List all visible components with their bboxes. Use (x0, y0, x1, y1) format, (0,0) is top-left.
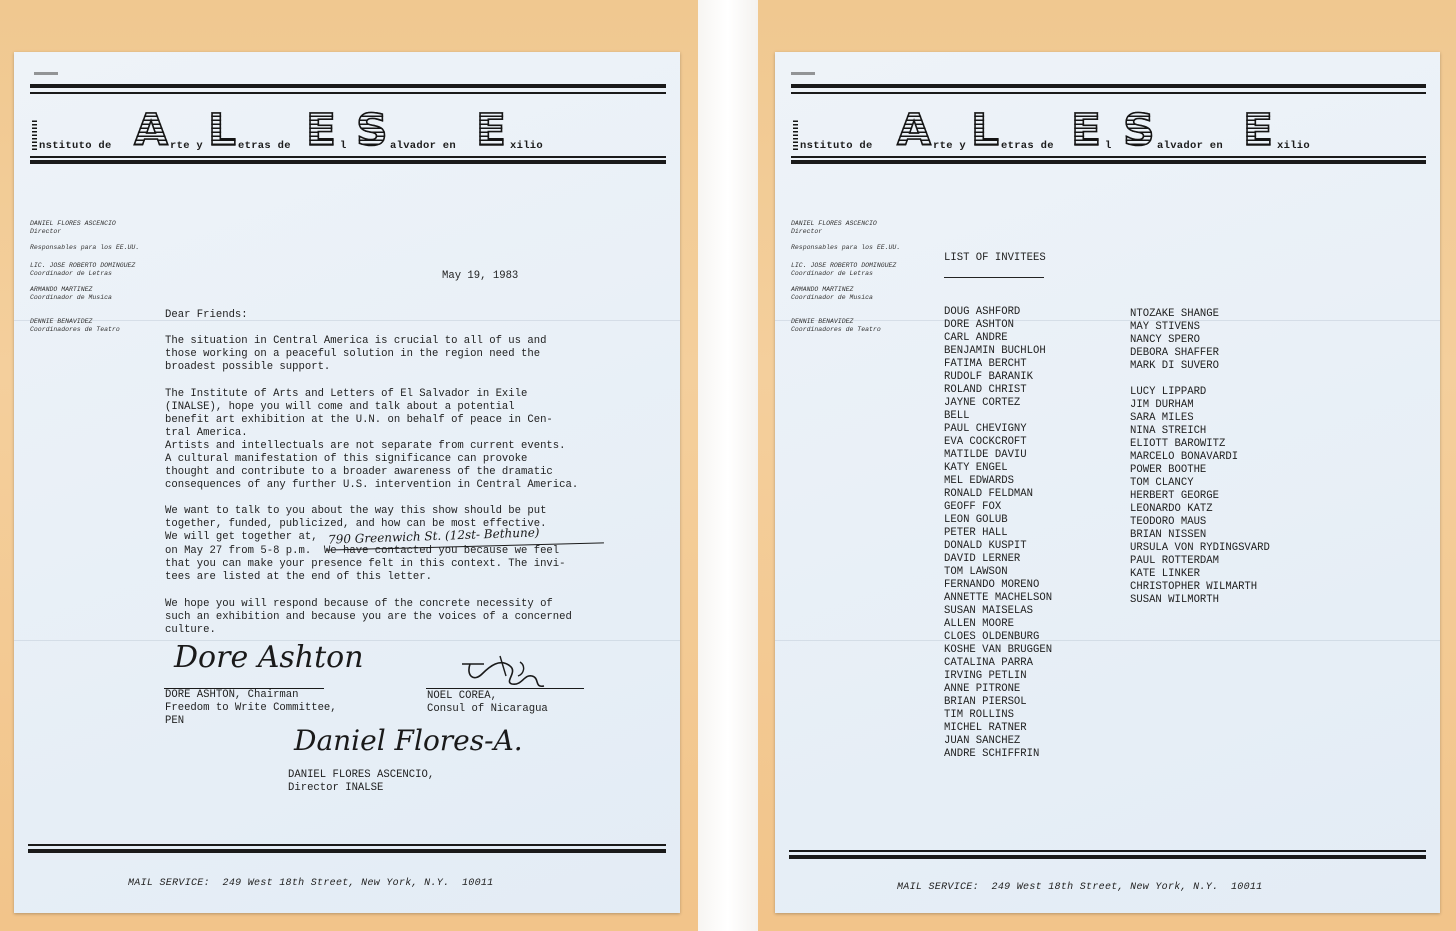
invitee-name: LEONARDO KATZ (1130, 503, 1213, 515)
staff-name: LIC. JOSE ROBERTO DOMINGUEZ (30, 262, 136, 269)
invitee-page (775, 52, 1440, 913)
signer-title: PEN (165, 715, 185, 727)
signature-noel-corea (460, 652, 580, 692)
corner-mark (791, 72, 815, 75)
letterhead-word: nstituto de (39, 140, 112, 152)
letterhead-rule (791, 160, 1426, 164)
invitee-name: MARCELO BONAVARDI (1130, 451, 1239, 463)
letter-page (14, 52, 680, 913)
invitee-name: DORE ASHTON (944, 319, 1014, 331)
invitee-name: NINA STREICH (1130, 425, 1207, 437)
invitee-name: TEODORO MAUS (1130, 516, 1207, 528)
letterhead-word: l (340, 140, 347, 152)
footer-rules (28, 844, 666, 856)
invitee-name: KATY ENGEL (944, 462, 1008, 474)
letterhead-rule (791, 92, 1426, 94)
invitee-name: PAUL CHEVIGNY (944, 423, 1027, 435)
letterhead (30, 84, 666, 164)
letterhead-word: etras de (1001, 140, 1054, 152)
letterhead-rule (30, 156, 666, 158)
invitee-name: EVA COCKCROFT (944, 436, 1027, 448)
letter-paragraph: We hope you will respond because of the concrete necessity of such an exhibition and because you are the voices of a concerned culture. (165, 598, 572, 636)
signature-daniel-flores: Daniel Flores-A. (294, 724, 523, 757)
staff-sidebar (30, 220, 170, 342)
footer-rules (789, 850, 1426, 862)
invitee-column-2 (1130, 308, 1270, 607)
fold-line (775, 640, 1440, 641)
letter-paragraph: The Institute of Arts and Letters of El Salvador in Exile (INALSE), hope you will come and talk about a potential benefit art exhibition at the U.N. on behalf of peace in Cen- tral America. Artists and intellectuals are not separate from current events. A cultural manifestation of this significance can provoke thought and contribute to a broader awareness of the dramatic consequences of any further U.S. intervention in Central America. (165, 388, 579, 491)
staff-name: LIC. JOSE ROBERTO DOMINGUEZ (791, 262, 897, 269)
staff-sidebar (791, 220, 931, 342)
letterhead-rule (791, 156, 1426, 158)
letterhead-initial: A (897, 105, 932, 156)
staff-role: Director (791, 228, 823, 235)
staff-role: Coordinadores de Teatro (30, 326, 120, 333)
invitee-name: MICHEL RATNER (944, 722, 1027, 734)
invitee-name: BENJAMIN BUCHLOH (944, 345, 1046, 357)
list-spacer (1130, 373, 1270, 386)
footer-street: 249 West 18th Street, New York, N.Y. 10011 (222, 878, 494, 889)
invitee-name: ANNETTE MACHELSON (944, 592, 1053, 604)
invitee-name: FATIMA BERCHT (944, 358, 1027, 370)
letterhead-word: nstituto de (800, 140, 873, 152)
invitee-name: ELIOTT BAROWITZ (1130, 438, 1226, 450)
invitee-name: PETER HALL (944, 527, 1008, 539)
letterhead-word: xilio (1277, 140, 1311, 152)
staff-name: ARMANDO MARTINEZ (791, 286, 854, 293)
signature-line (426, 688, 584, 689)
footer-address (897, 882, 1262, 893)
invitee-name: JAYNE CORTEZ (944, 397, 1021, 409)
staff-role: Coordinadores de Teatro (791, 326, 881, 333)
invitee-name: IRVING PETLIN (944, 670, 1027, 682)
invitee-name: DEBORA SHAFFER (1130, 347, 1220, 359)
invitee-name: DONALD KUSPIT (944, 540, 1027, 552)
letter-paragraph: The situation in Central America is crucial to all of us and those working on a peaceful solution in the region need the broadest possible support. (165, 335, 547, 373)
invitee-name: PAUL ROTTERDAM (1130, 555, 1220, 567)
invitee-name: TOM CLANCY (1130, 477, 1194, 489)
footer-address (128, 878, 493, 889)
letter-date: May 19, 1983 (442, 270, 519, 282)
letterhead-initial: L (971, 105, 1000, 156)
staff-role: Coordinador de Musica (30, 294, 112, 301)
letterhead-initial: E (1243, 105, 1274, 156)
staff-name: DENNIE BENAVIDEZ (791, 318, 854, 325)
invitee-name: SUSAN WILMORTH (1130, 594, 1220, 606)
staff-role: Director (30, 228, 62, 235)
signature-dore-ashton: Dore Ashton (174, 640, 364, 675)
invitee-name: MATILDE DAVIU (944, 449, 1027, 461)
page-gap (698, 0, 758, 931)
signer-title: Freedom to Write Committee, (165, 702, 337, 714)
letter-paragraph: We want to talk to you about the way this show should be put together, funded, publicized, and how can be most effective. We will get together at, (165, 505, 547, 543)
letterhead-word: alvador en (1157, 140, 1224, 152)
invitee-name: SUSAN MAISELAS (944, 605, 1034, 617)
invitee-name: BRIAN PIERSOL (944, 696, 1027, 708)
invitee-name: CARL ANDRE (944, 332, 1008, 344)
invitee-name: TIM ROLLINS (944, 709, 1014, 721)
letter-paragraph: on May 27 from 5-8 p.m. We have contacted you because we feel that you can make your presence felt in this context. The invi- tees are listed at the end of this letter. (165, 545, 566, 583)
invitee-name: MARK DI SUVERO (1130, 360, 1220, 372)
invitee-name: JUAN SANCHEZ (944, 735, 1021, 747)
signer-title: Director INALSE (288, 782, 384, 794)
invitee-name: FERNANDO MORENO (944, 579, 1040, 591)
salutation: Dear Friends: (165, 309, 248, 321)
letterhead-word: xilio (510, 140, 544, 152)
signer-title: Consul of Nicaragua (427, 703, 548, 715)
letterhead-initial: L (208, 105, 237, 156)
signer-name: DORE ASHTON, Chairman (165, 689, 299, 701)
invitee-list-title: LIST OF INVITEES (944, 252, 1046, 264)
invitee-name: SARA MILES (1130, 412, 1194, 424)
invitee-name: CATALINA PARRA (944, 657, 1034, 669)
footer-label: MAIL SERVICE: (897, 882, 979, 893)
invitee-name: RONALD FELDMAN (944, 488, 1034, 500)
letterhead-initial: E (1071, 105, 1102, 156)
letterhead-word: rte y (933, 140, 967, 152)
invitee-name: MEL EDWARDS (944, 475, 1014, 487)
staff-role: Coordinador de Letras (791, 270, 873, 277)
invitee-name: KATE LINKER (1130, 568, 1200, 580)
staff-name: DENNIE BENAVIDEZ (30, 318, 93, 325)
invitee-name: URSULA VON RYDINGSVARD (1130, 542, 1270, 554)
signer-name: DANIEL FLORES ASCENCIO, (288, 769, 435, 781)
letterhead-rule (791, 84, 1426, 88)
invitee-name: ANNE PITRONE (944, 683, 1021, 695)
letterhead-initial: E (476, 105, 507, 156)
invitee-name: DAVID LERNER (944, 553, 1021, 565)
invitee-name: JIM DURHAM (1130, 399, 1194, 411)
invitee-name: CHRISTOPHER WILMARTH (1130, 581, 1258, 593)
letterhead-rule (30, 160, 666, 164)
letterhead-rule (30, 92, 666, 94)
handwritten-address: 790 Greenwich St. (12st- Bethune) (327, 525, 540, 547)
letterhead-word: etras de (238, 140, 291, 152)
invitee-name: NTOZAKE SHANGE (1130, 308, 1220, 320)
staff-role: Coordinador de Letras (30, 270, 112, 277)
invitee-name: NANCY SPERO (1130, 334, 1200, 346)
title-underline (944, 277, 1044, 278)
staff-name: Responsables para los EE.UU. (791, 244, 901, 251)
invitee-name: MAY STIVENS (1130, 321, 1200, 333)
staff-name: Responsables para los EE.UU. (30, 244, 140, 251)
invitee-name: ROLAND CHRIST (944, 384, 1027, 396)
letterhead-initial-i (793, 120, 798, 150)
letterhead-word: l (1105, 140, 1112, 152)
invitee-name: TOM LAWSON (944, 566, 1008, 578)
letterhead-initial: S (1123, 105, 1155, 156)
invitee-name: CLOES OLDENBURG (944, 631, 1040, 643)
invitee-name: RUDOLF BARANIK (944, 371, 1034, 383)
corner-mark (34, 72, 58, 75)
letterhead-initial-i (32, 120, 37, 150)
invitee-name: POWER BOOTHE (1130, 464, 1207, 476)
footer-street: 249 West 18th Street, New York, N.Y. 10011 (991, 882, 1263, 893)
staff-role: Coordinador de Musica (791, 294, 873, 301)
footer-label: MAIL SERVICE: (128, 878, 210, 889)
signer-name: NOEL COREA, (427, 690, 497, 702)
invitee-name: HERBERT GEORGE (1130, 490, 1220, 502)
invitee-name: GEOFF FOX (944, 501, 1002, 513)
staff-name: DANIEL FLORES ASCENCIO (791, 220, 877, 227)
invitee-name: LEON GOLUB (944, 514, 1008, 526)
letterhead-rule (30, 84, 666, 88)
letterhead-initial: A (134, 105, 169, 156)
invitee-name: BRIAN NISSEN (1130, 529, 1207, 541)
invitee-name: DOUG ASHFORD (944, 306, 1021, 318)
staff-name: DANIEL FLORES ASCENCIO (30, 220, 116, 227)
invitee-name: BELL (944, 410, 970, 422)
letterhead (791, 84, 1426, 164)
invitee-name: ALLEN MOORE (944, 618, 1014, 630)
letterhead-initial: S (356, 105, 388, 156)
staff-name: ARMANDO MARTINEZ (30, 286, 93, 293)
invitee-column-1 (944, 306, 1052, 761)
letterhead-initial: E (306, 105, 337, 156)
letterhead-word: rte y (170, 140, 204, 152)
invitee-name: KOSHE VAN BRUGGEN (944, 644, 1053, 656)
invitee-name: LUCY LIPPARD (1130, 386, 1207, 398)
letterhead-word: alvador en (390, 140, 457, 152)
invitee-name: ANDRE SCHIFFRIN (944, 748, 1040, 760)
